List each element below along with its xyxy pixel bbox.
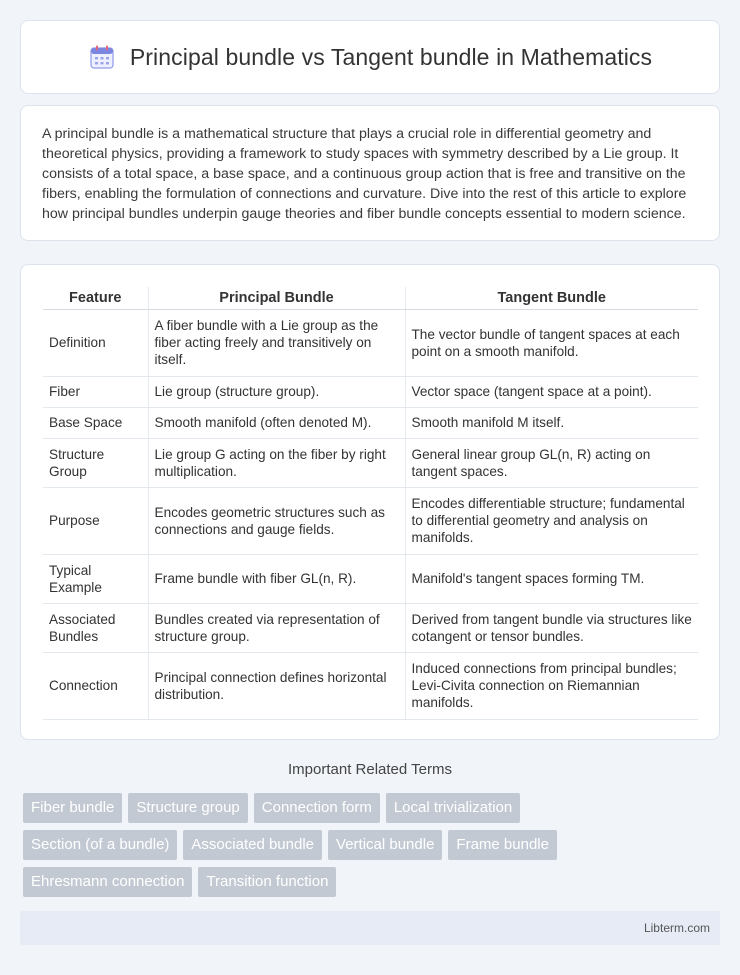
table-cell: General linear group GL(n, R) acting on tangent spaces. (405, 438, 698, 487)
table-cell: Lie group G acting on the fiber by right multiplication. (148, 438, 405, 487)
table-cell: Bundles created via representation of structure group. (148, 603, 405, 652)
table-cell: A fiber bundle with a Lie group as the fiber acting freely and transitively on itself. (148, 309, 405, 376)
footer (20, 911, 720, 945)
table-cell: Connection (43, 652, 148, 719)
table-row (43, 407, 698, 438)
table-cell: Smooth manifold M itself. (405, 407, 698, 438)
tag-row (23, 793, 713, 823)
tag-frame-bundle[interactable]: Frame bundle (448, 830, 557, 860)
table-cell: Lie group (structure group). (148, 376, 405, 407)
table-cell: The vector bundle of tangent spaces at each point on a smooth manifold. (405, 309, 698, 376)
column-header-tangent: Tangent Bundle (405, 287, 698, 309)
table-cell: Associated Bundles (43, 603, 148, 652)
table-cell: Manifold's tangent spaces forming TM. (405, 554, 698, 603)
table-row (43, 376, 698, 407)
related-terms (23, 793, 713, 904)
table-cell: Encodes geometric structures such as connections and gauge fields. (148, 487, 405, 554)
table-header-row (43, 287, 698, 309)
table-cell: Structure Group (43, 438, 148, 487)
calendar-icon (88, 43, 116, 71)
table-cell: Fiber (43, 376, 148, 407)
table-cell: Encodes differentiable structure; fundamental to differential geometry and analysis on manifolds. (405, 487, 698, 554)
footer-site-link[interactable]: Libterm.com (643, 921, 710, 935)
intro-card (20, 105, 720, 241)
tag-row (23, 867, 713, 897)
tag-fiber-bundle[interactable]: Fiber bundle (23, 793, 122, 823)
tag-structure-group[interactable]: Structure group (128, 793, 247, 823)
comparison-table (43, 287, 698, 720)
table-row (43, 554, 698, 603)
table-row (43, 603, 698, 652)
table-cell: Smooth manifold (often denoted M). (148, 407, 405, 438)
page-title: Principal bundle vs Tangent bundle in Mathematics (129, 43, 653, 70)
tag-ehresmann-connection[interactable]: Ehresmann connection (23, 867, 192, 897)
table-cell: Frame bundle with fiber GL(n, R). (148, 554, 405, 603)
tag-section[interactable]: Section (of a bundle) (23, 830, 177, 860)
comparison-card (20, 264, 720, 740)
table-row (43, 652, 698, 719)
intro-text: A principal bundle is a mathematical structure that plays a crucial role in differential geometry and theoretical physics, providing a framework to study spaces with symmetry described by a Lie group. It consists of a total space, a base space, and a continuous group action that is free and transitive on the fibers, enabling the formulation of connections and curvature. Dive into the rest of this article to explore how principal bundles underpin gauge theories and fiber bundle concepts essential to modern science. (42, 126, 687, 222)
table-cell: Definition (43, 309, 148, 376)
table-cell: Typical Example (43, 554, 148, 603)
table-cell: Base Space (43, 407, 148, 438)
table-cell: Derived from tangent bundle via structures like cotangent or tensor bundles. (405, 603, 698, 652)
tag-vertical-bundle[interactable]: Vertical bundle (328, 830, 442, 860)
column-header-feature: Feature (43, 287, 148, 309)
tag-local-trivialization[interactable]: Local trivialization (386, 793, 520, 823)
table-cell: Vector space (tangent space at a point). (405, 376, 698, 407)
table-cell: Induced connections from principal bundles; Levi-Civita connection on Riemannian manifolds. (405, 652, 698, 719)
tag-associated-bundle[interactable]: Associated bundle (183, 830, 322, 860)
table-row (43, 487, 698, 554)
table-row (43, 309, 698, 376)
tag-transition-function[interactable]: Transition function (198, 867, 336, 897)
table-cell: Purpose (43, 487, 148, 554)
table-cell: Principal connection defines horizontal distribution. (148, 652, 405, 719)
related-terms-title: Important Related Terms (288, 761, 452, 778)
title-card (20, 20, 720, 94)
table-row (43, 438, 698, 487)
column-header-principal: Principal Bundle (148, 287, 405, 309)
tag-connection-form[interactable]: Connection form (254, 793, 380, 823)
tag-row (23, 830, 713, 860)
